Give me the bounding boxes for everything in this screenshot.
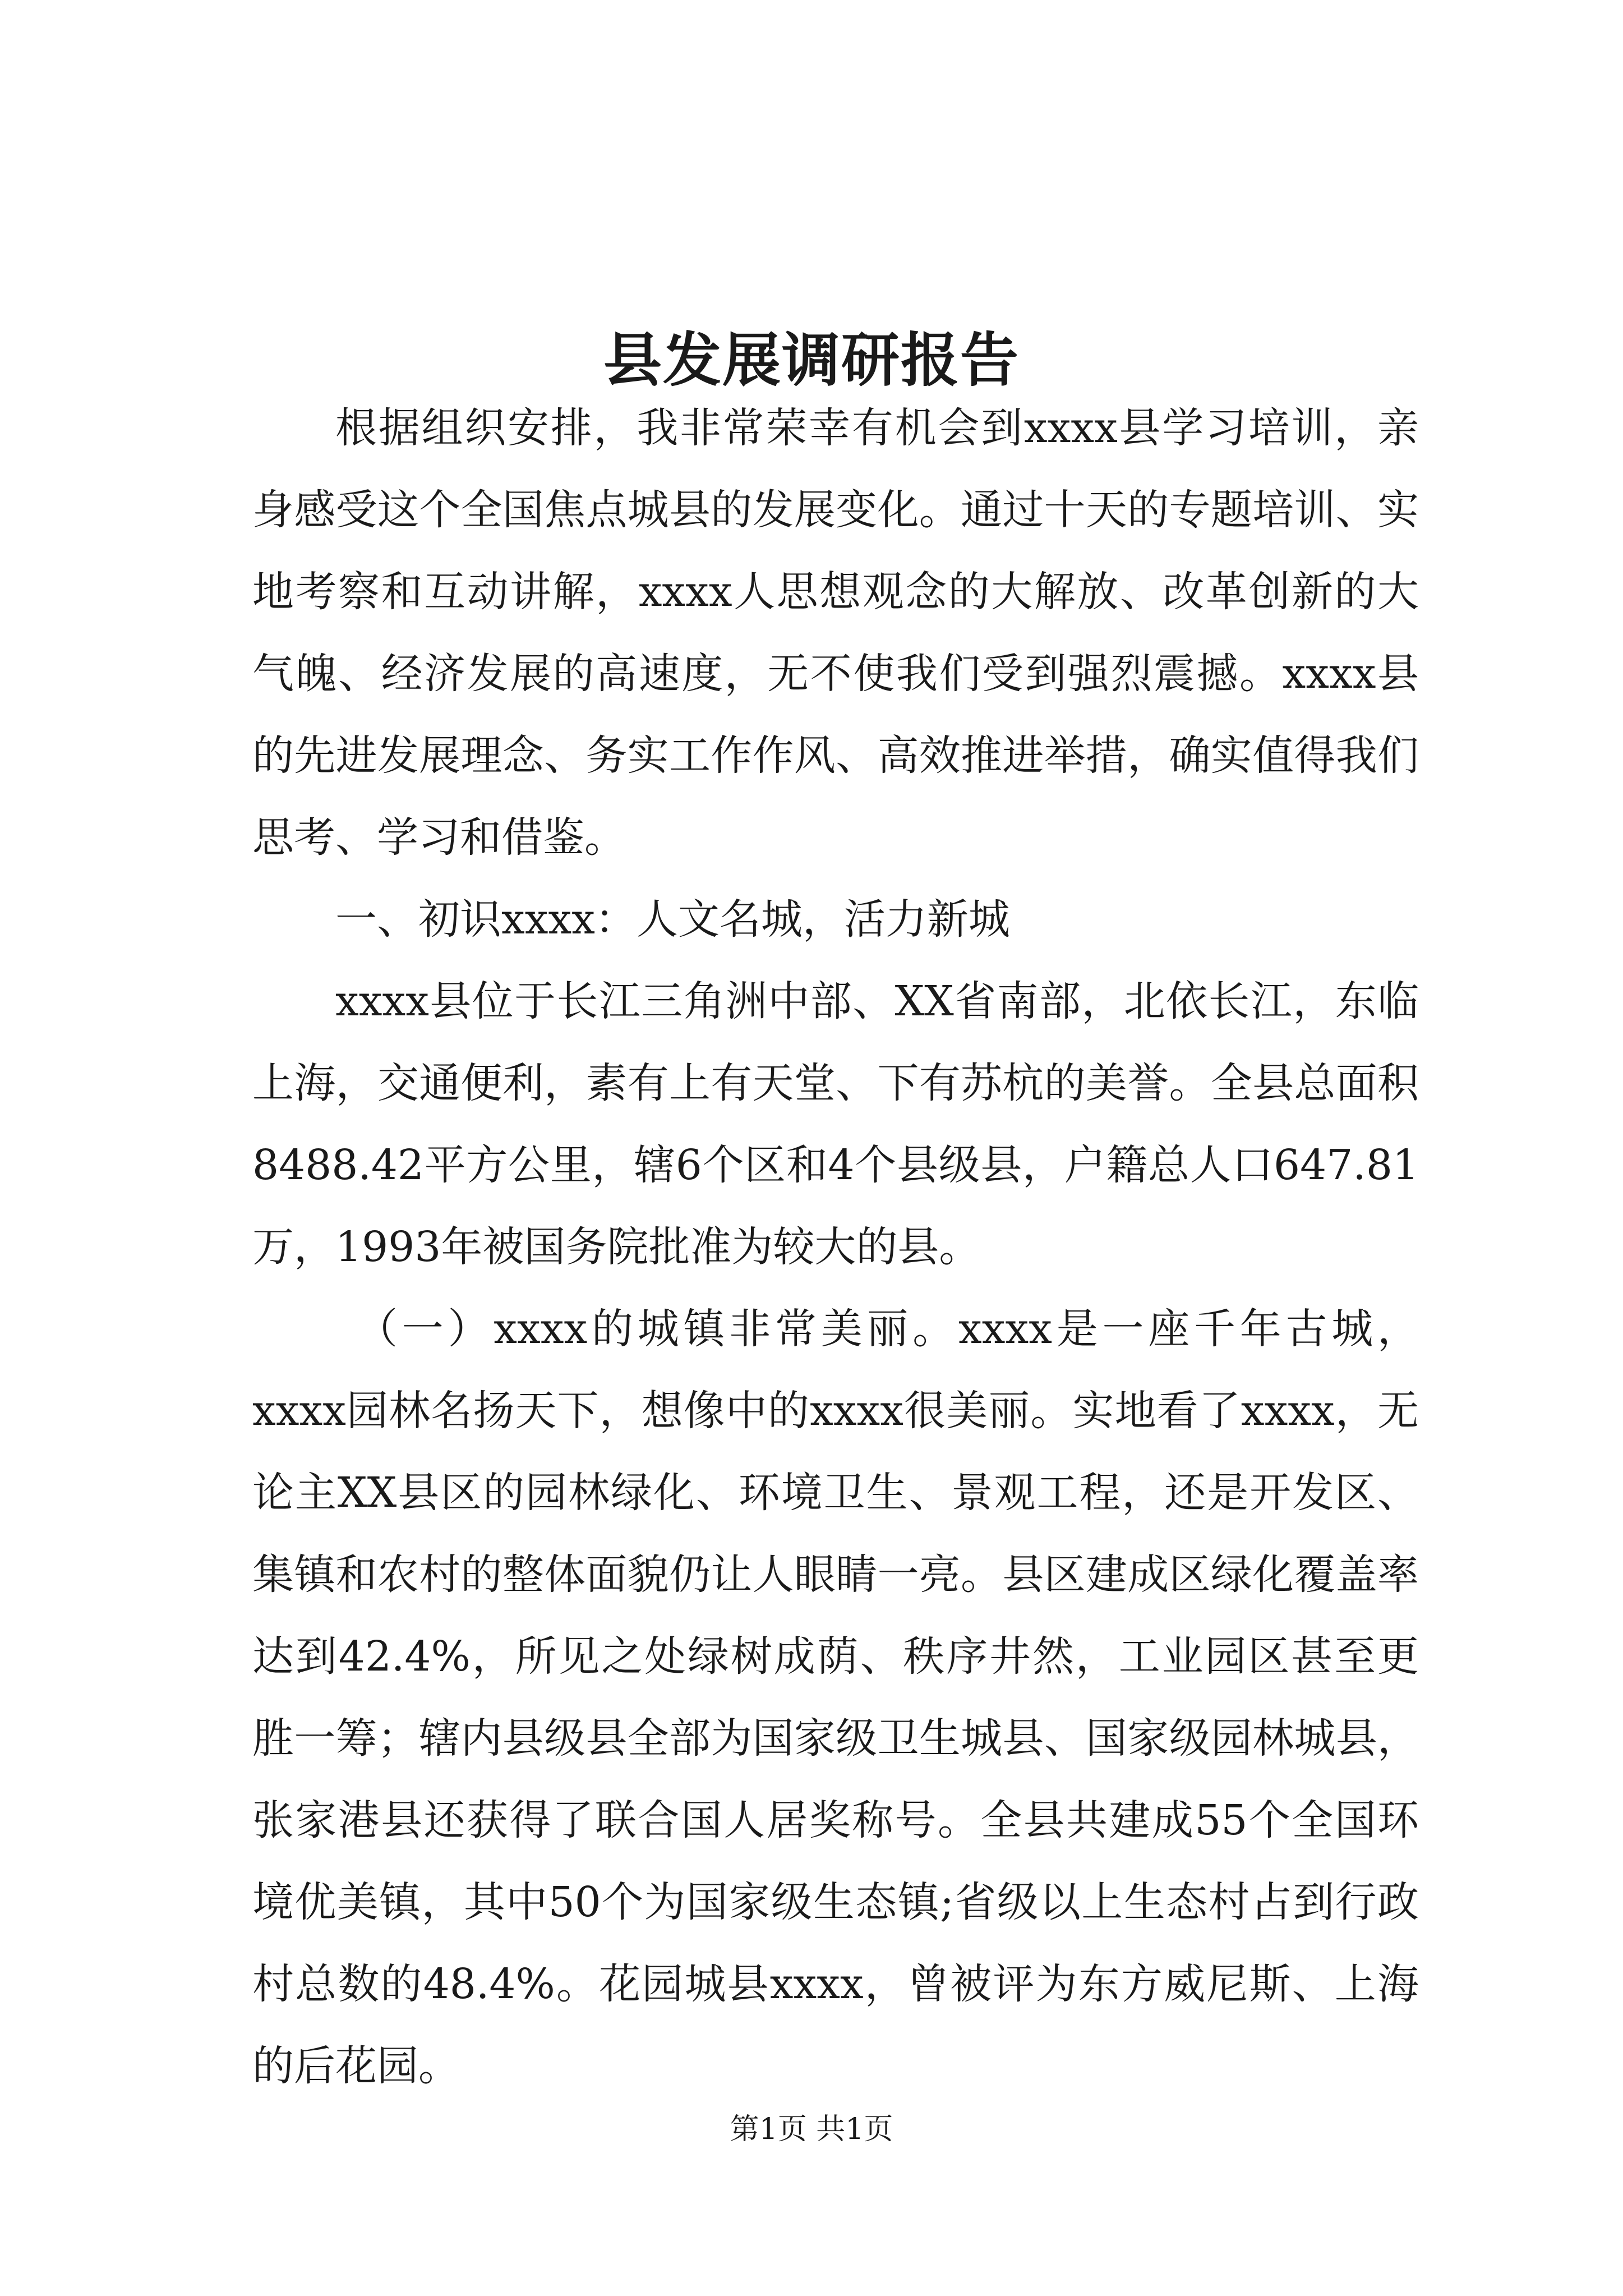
document-body [252,387,1419,2107]
paragraph-intro: 根据组织安排，我非常荣幸有机会到xxxx县学习培训，亲身感受这个全国焦点城县的发展变化。通过十天的专题培训、实地考察和互动讲解，xxxx人思想观念的大解放、改革创新的大气魄、经济发展的高速度，无不使我们受到强烈震撼。xxxx县的先进发展理念、务实工作作风、高效推进举措，确实值得我们思考、学习和借鉴。 [252,404,1419,862]
paragraph-subsection-1: （一）xxxx的城镇非常美丽。xxxx是一座千年古城，xxxx园林名扬天下，想像中的xxxx很美丽。实地看了xxxx，无论主XX县区的园林绿化、环境卫生、景观工程，还是开发区、集镇和农村的整体面貌仍让人眼睛一亮。县区建成区绿化覆盖率达到42.4%，所见之处绿树成荫、秩序井然，工业园区甚至更胜一筹；辖内县级县全部为国家级卫生城县、国家级园林城县，张家港县还获得了联合国人居奖称号。全县共建成55个全国环境优美镇，其中50个为国家级生态镇;省级以上生态村占到行政村总数的48.4%。花园城县xxxx，曾被评为东方威尼斯、上海的后花园。 [252,1305,1419,2090]
section-heading-1: 一、初识xxxx：人文名城，活力新城 [335,895,1010,944]
paragraph-overview: xxxx县位于长江三角洲中部、XX省南部，北依长江，东临上海，交通便利，素有上有天堂、下有苏杭的美誉。全县总面积8488.42平方公里，辖6个区和4个县级县，户籍总人口647.81万，1993年被国务院批准为较大的县。 [252,977,1419,1271]
document-title: 县发展调研报告 [603,325,1020,394]
page-footer: 第1页 共1页 [730,2113,893,2146]
